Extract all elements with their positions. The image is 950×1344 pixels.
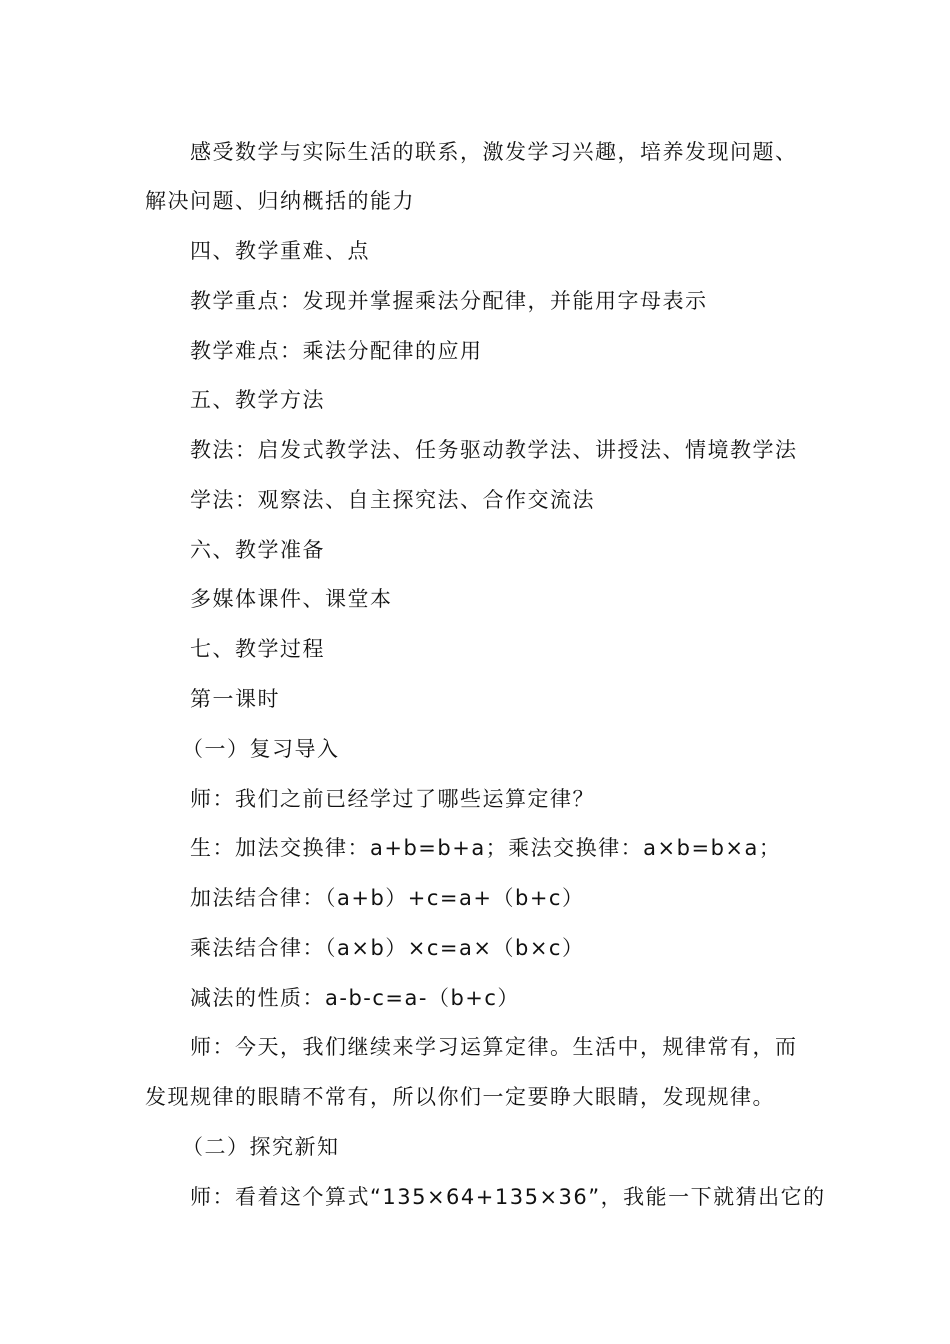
paragraph-line: 解决问题、归纳概括的能力 bbox=[145, 189, 415, 213]
subsection-heading: 第一课时 bbox=[190, 687, 280, 711]
dialogue-line: 师：看着这个算式“135×64+135×36”，我能一下就猜出它的 bbox=[190, 1185, 826, 1209]
formula-line: 减法的性质：a-b-c=a-（b+c） bbox=[190, 986, 520, 1010]
section-heading: 五、教学方法 bbox=[190, 388, 325, 412]
formula-line: 加法结合律：（a+b）+c=a+（b+c） bbox=[190, 886, 585, 910]
paragraph-line: 教学重点：发现并掌握乘法分配律，并能用字母表示 bbox=[190, 289, 708, 313]
section-heading: 七、教学过程 bbox=[190, 637, 325, 661]
dialogue-line: 师：今天，我们继续来学习运算定律。生活中，规律常有，而 bbox=[190, 1035, 798, 1059]
paragraph-line: 教学难点：乘法分配律的应用 bbox=[190, 339, 483, 363]
section-heading: 六、教学准备 bbox=[190, 538, 325, 562]
paragraph-line: 学法：观察法、自主探究法、合作交流法 bbox=[190, 488, 595, 512]
paragraph-line: 感受数学与实际生活的联系，激发学习兴趣，培养发现问题、 bbox=[190, 140, 798, 164]
subsection-heading: （二）探究新知 bbox=[182, 1135, 340, 1159]
paragraph-line: 发现规律的眼睛不常有，所以你们一定要睁大眼睛，发现规律。 bbox=[145, 1085, 775, 1109]
dialogue-line: 师：我们之前已经学过了哪些运算定律？ bbox=[190, 787, 595, 811]
dialogue-line: 生：加法交换律：a+b=b+a；乘法交换律：a×b=b×a； bbox=[190, 836, 782, 860]
section-heading: 四、教学重难、点 bbox=[190, 239, 370, 263]
paragraph-line: 多媒体课件、课堂本 bbox=[190, 587, 393, 611]
paragraph-line: 教法：启发式教学法、任务驱动教学法、讲授法、情境教学法 bbox=[190, 438, 798, 462]
formula-line: 乘法结合律：（a×b）×c=a×（b×c） bbox=[190, 936, 585, 960]
subsection-heading: （一）复习导入 bbox=[182, 737, 340, 761]
